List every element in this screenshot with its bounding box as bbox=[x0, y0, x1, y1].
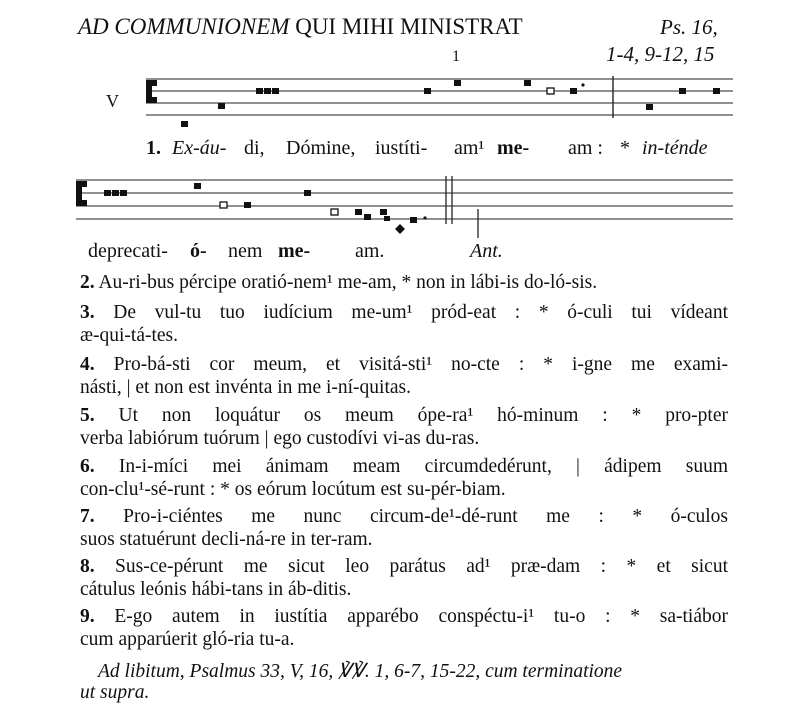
lyric-syllable: Dómine, bbox=[286, 137, 356, 159]
lyric-syllable: Ex-áu- bbox=[172, 137, 227, 159]
lyric-syllable: in-ténde bbox=[642, 137, 708, 159]
verse-number: 3. bbox=[80, 302, 95, 323]
verse-number: 4. bbox=[80, 354, 95, 375]
title-italic: AD COMMUNIONEM bbox=[78, 14, 290, 39]
verse-sign: V bbox=[106, 91, 119, 111]
lyric-syllable: * bbox=[620, 137, 630, 159]
psalm-verse-4 bbox=[80, 353, 728, 399]
verse-text: De vul-tu tuo iudícium me-um¹ pród-eat : * ó-culi tui vídeant bbox=[113, 302, 728, 323]
verse-text: In-i-míci mei ánimam meam circumdedérunt, | ádipem suum bbox=[118, 456, 728, 477]
psalm-verse-2 bbox=[80, 271, 728, 294]
lyric-syllable: am : bbox=[568, 137, 603, 159]
psalm-verse-7 bbox=[80, 505, 728, 551]
verse-text: æ-qui-tá-tes. bbox=[80, 325, 179, 346]
psalm-verse-9 bbox=[80, 605, 728, 651]
psalm-verses-reference: 1-4, 9-12, 15 bbox=[606, 42, 715, 66]
chant-staff-1 bbox=[0, 0, 788, 260]
psalm-reference: Ps. 16, bbox=[660, 15, 718, 39]
lyric-syllable: di, bbox=[244, 137, 265, 159]
lyric-verse-number: 1. bbox=[146, 137, 161, 159]
psalm-verse-6 bbox=[80, 455, 728, 501]
verse-text: E-go autem in iustítia apparébo conspéctu-i¹ tu-o : * sa-tiábor bbox=[114, 606, 728, 627]
lyric-syllable: iustíti- bbox=[375, 137, 428, 159]
mode-number: 1 bbox=[452, 48, 460, 65]
staff-lines-2 bbox=[76, 180, 733, 219]
verse-text: Pro-i-ciéntes me nunc circum-de¹-dé-runt me : * ó-culos bbox=[123, 506, 729, 527]
ad-libitum-rubric-cont: ut supra. bbox=[80, 682, 150, 703]
verse-number: 8. bbox=[80, 556, 95, 577]
antiphon-label: Ant. bbox=[470, 240, 503, 262]
staff-lines-1 bbox=[146, 79, 733, 115]
verse-text: suos statuérunt decli-ná-re in ter-ram. bbox=[80, 529, 373, 550]
lyric-syllable: am. bbox=[355, 240, 385, 262]
verse-text: verba labiórum tuórum | ego custodívi vi-as du-ras. bbox=[80, 428, 480, 449]
verse-text: con-clu¹-sé-runt : * os eórum locútum est su-pér-biam. bbox=[80, 479, 506, 500]
verse-number: 6. bbox=[80, 456, 95, 477]
ad-libitum-rubric: Ad libitum, Psalmus 33, V, 16, ℣℣. 1, 6-7, 15-22, cum terminatione bbox=[98, 661, 623, 682]
lyric-syllable: am¹ bbox=[454, 137, 485, 159]
verse-text: Ut non loquátur os meum ópe-ra¹ hó-minum : * pro-pter bbox=[118, 405, 728, 426]
psalm-verse-8 bbox=[80, 555, 728, 601]
psalm-verse-3 bbox=[80, 301, 728, 347]
lyric-syllable: deprecati- bbox=[88, 240, 168, 262]
verse-text: cátulus leónis hábi-tans in áb-ditis. bbox=[80, 579, 352, 600]
verse-number: 9. bbox=[80, 606, 95, 627]
verse-number: 7. bbox=[80, 506, 95, 527]
lyric-syllable: nem bbox=[228, 240, 263, 262]
lyric-syllable: me- bbox=[278, 240, 311, 262]
verse-text: cum apparúerit gló-ria tu-a. bbox=[80, 629, 295, 650]
lyric-syllable: ó- bbox=[190, 240, 207, 262]
verse-text: Au-ri-bus pércipe oratió-nem¹ me-am, * non in lábi-is do-ló-sis. bbox=[98, 272, 598, 293]
verse-number: 5. bbox=[80, 405, 95, 426]
verse-text: násti, | et non est invénta in me i-ní-quitas. bbox=[80, 377, 412, 398]
verse-text: Sus-ce-pérunt me sicut leo parátus ad¹ præ-dam : * et sicut bbox=[115, 556, 728, 577]
verse-text: Pro-bá-sti cor meum, et visitá-sti¹ no-cte : * i-gne me exami- bbox=[113, 354, 729, 375]
verse-number: 2. bbox=[80, 272, 95, 293]
neumes-staff-2 bbox=[104, 183, 427, 234]
lyric-syllable: me- bbox=[497, 137, 530, 159]
psalm-verse-5 bbox=[80, 404, 728, 450]
title-rest: QUI MIHI MINISTRAT bbox=[295, 14, 523, 39]
